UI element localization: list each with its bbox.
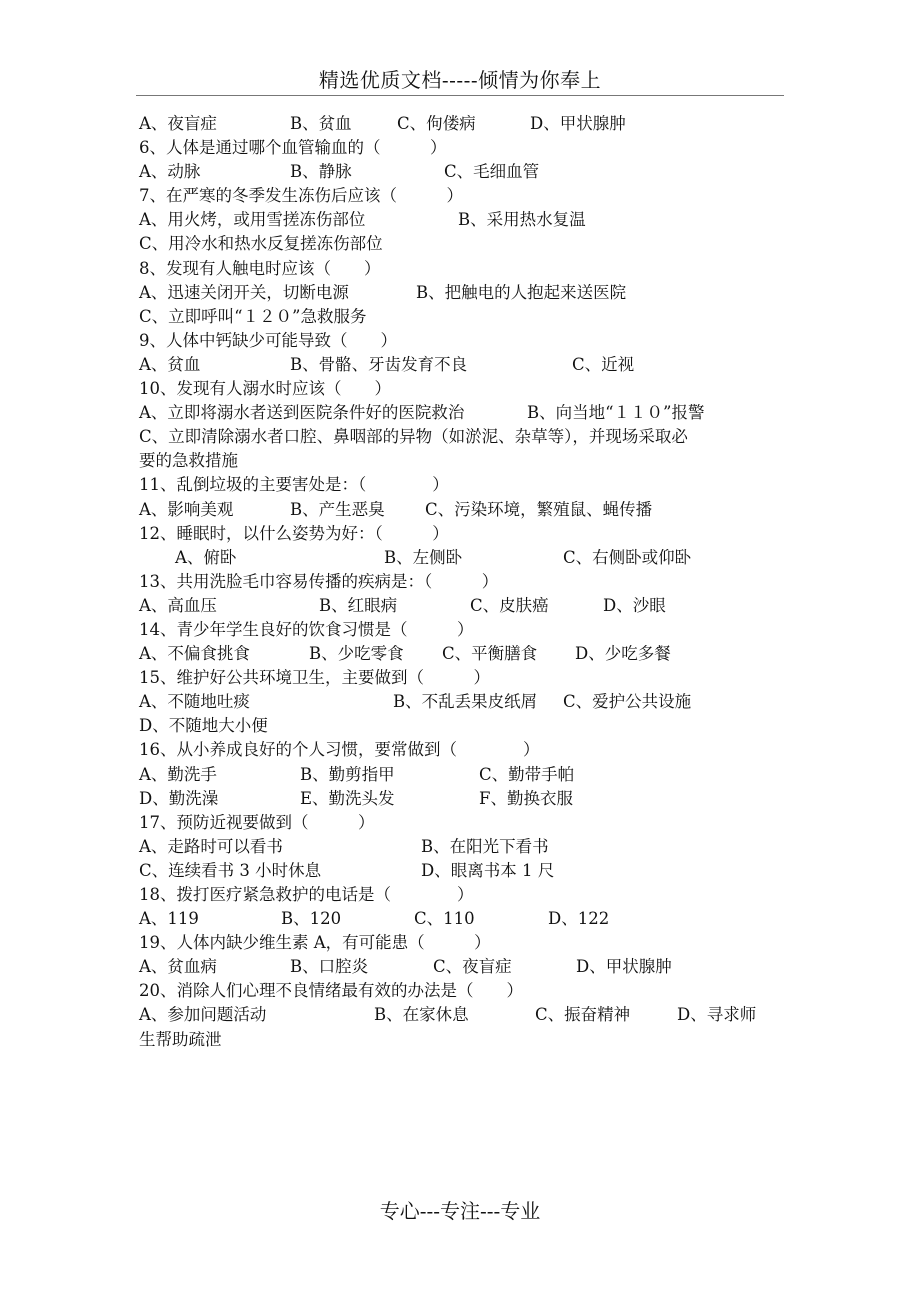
option-d: D、甲状腺肿: [530, 114, 626, 133]
question-7: [139, 184, 779, 208]
option-c: C、爱护公共设施: [563, 692, 692, 712]
option-d: D、122: [548, 909, 610, 929]
option-c: C、勤带手帕: [479, 764, 575, 784]
line-36: [139, 955, 779, 979]
line-15: [139, 449, 779, 473]
line-31: [139, 835, 779, 859]
line-38: [139, 1003, 779, 1027]
question-text: 12、睡眠时，以什么姿势为好：（ ）: [139, 523, 449, 543]
question-text: 14、青少年学生良好的饮食习惯是（ ）: [139, 619, 474, 639]
option-c: C、用冷水和热水反复搓冻伤部位: [139, 234, 383, 254]
question-text: 17、预防近视要做到（ ）: [139, 812, 375, 832]
question-text: 13、共用洗脸毛巾容易传播的疾病是：（ ）: [139, 571, 499, 591]
option-c-continued: 要的急救措施: [139, 451, 238, 471]
option-c: C、近视: [572, 354, 635, 374]
option-a: A、勤洗手: [139, 764, 217, 784]
line-19: [139, 546, 779, 570]
option-a: A、不随地吐痰: [139, 692, 250, 712]
question-6: [139, 136, 779, 160]
option-a: A、高血压: [139, 595, 217, 615]
line-8: [139, 281, 779, 305]
option-d: D、勤洗澡: [139, 788, 219, 808]
line-25: [139, 690, 779, 714]
question-14: [139, 618, 779, 642]
question-10: [139, 377, 779, 401]
question-13: [139, 570, 779, 594]
line-26: [139, 714, 779, 738]
line-9: [139, 305, 779, 329]
line-5: [139, 208, 779, 232]
option-b: B、在阳光下看书: [421, 836, 549, 856]
option-c: C、污染环境，繁殖鼠、蝇传播: [425, 499, 653, 519]
option-b: B、120: [281, 909, 342, 929]
line-39: [139, 1028, 779, 1052]
question-text: 7、在严寒的冬季发生冻伤后应该（ ）: [139, 186, 463, 206]
option-c: C、振奋精神: [535, 1005, 631, 1025]
option-c: C、右侧卧或仰卧: [563, 547, 692, 567]
question-text: 9、人体中钙缺少可能导致（ ）: [139, 330, 397, 350]
option-d: D、寻求师: [677, 1005, 757, 1025]
option-c: C、毛细血管: [444, 162, 540, 182]
option-a: A、贫血: [139, 354, 201, 374]
question-text: 18、拨打医疗紧急救护的电话是（ ）: [139, 885, 474, 904]
header-divider: [136, 95, 784, 96]
line-28: [139, 763, 779, 787]
question-11: [139, 473, 779, 497]
question-text: 6、人体是通过哪个血管输血的（ ）: [139, 138, 447, 158]
option-b: B、把触电的人抱起来送医院: [416, 282, 627, 302]
option-c: C、110: [414, 909, 475, 929]
question-text: 19、人体内缺少维生素 A，有可能患（ ）: [139, 933, 491, 953]
question-17: [139, 811, 779, 835]
option-b: B、骨骼、牙齿发育不良: [290, 354, 468, 374]
option-e: E、勤洗头发: [300, 788, 395, 808]
option-b: B、贫血: [290, 114, 352, 133]
line-1: [139, 112, 779, 136]
line-21: [139, 594, 779, 618]
question-20: [139, 979, 779, 1003]
option-a: A、夜盲症: [139, 114, 217, 133]
question-text: 10、发现有人溺水时应该（ ）: [139, 379, 391, 399]
question-text: 8、发现有人触电时应该（ ）: [139, 258, 381, 278]
option-a: A、不偏食挑食: [139, 644, 250, 664]
option-b: B、口腔炎: [290, 957, 369, 977]
option-b: B、采用热水复温: [458, 210, 586, 230]
option-a: A、119: [139, 909, 199, 929]
option-a: A、走路时可以看书: [139, 836, 283, 856]
question-12: [139, 522, 779, 546]
line-23: [139, 642, 779, 666]
question-8: [139, 257, 779, 281]
option-c: C、立即清除溺水者口腔、鼻咽部的异物（如淤泥、杂草等），并现场采取必: [139, 427, 688, 447]
option-d-continued: 生帮助疏泄: [139, 1029, 222, 1049]
question-16: [139, 738, 779, 762]
page-header: 精选优质文档-----倾情为你奉上: [318, 68, 602, 92]
option-b: B、在家休息: [374, 1005, 469, 1025]
line-34: [139, 907, 779, 931]
option-f: F、勤换衣服: [479, 788, 573, 808]
option-a: A、贫血病: [139, 957, 217, 977]
option-a: A、参加问题活动: [139, 1005, 267, 1025]
question-text: 15、维护好公共环境卫生，主要做到（ ）: [139, 668, 490, 688]
question-9: [139, 329, 779, 353]
question-19: [139, 931, 779, 955]
option-b: B、少吃零食: [309, 644, 404, 664]
option-c: C、立即呼叫“１２０”急救服务: [139, 306, 367, 326]
question-18: [139, 883, 779, 907]
question-text: 20、消除人们心理不良情绪最有效的办法是（ ）: [139, 981, 523, 1001]
option-a: A、影响美观: [139, 499, 234, 519]
option-c: C、平衡膳食: [442, 644, 538, 664]
option-b: B、向当地“１１０”报警: [527, 403, 705, 423]
option-a: A、用火烤，或用雪搓冻伤部位: [139, 210, 366, 230]
page-footer: 专心---专注---专业: [379, 1199, 541, 1223]
option-b: B、左侧卧: [384, 547, 463, 567]
question-15: [139, 666, 779, 690]
option-d: D、甲状腺肿: [576, 957, 672, 977]
option-d: D、少吃多餐: [575, 644, 671, 664]
option-a: A、立即将溺水者送到医院条件好的医院救治: [139, 403, 465, 423]
option-b: B、勤剪指甲: [300, 764, 395, 784]
line-32: [139, 859, 779, 883]
option-d: D、眼离书本 1 尺: [421, 860, 555, 880]
line-11: [139, 353, 779, 377]
option-b: B、静脉: [290, 162, 352, 182]
option-c: C、夜盲症: [433, 957, 512, 977]
option-b: B、不乱丢果皮纸屑: [393, 692, 538, 712]
line-6: [139, 232, 779, 256]
line-13: [139, 401, 779, 425]
option-c: C、佝偻病: [397, 114, 476, 133]
line-17: [139, 498, 779, 522]
option-a: A、动脉: [139, 162, 201, 182]
option-c: C、皮肤癌: [470, 595, 549, 615]
line-29: [139, 787, 779, 811]
line-3: [139, 160, 779, 184]
option-d: D、沙眼: [603, 595, 666, 615]
question-text: 16、从小养成良好的个人习惯，要常做到（ ）: [139, 740, 540, 760]
option-b: B、产生恶臭: [290, 499, 385, 519]
option-a: A、俯卧: [175, 547, 237, 567]
line-14: [139, 425, 779, 449]
option-a: A、迅速关闭开关，切断电源: [139, 282, 349, 302]
option-d: D、不随地大小便: [139, 716, 268, 736]
option-b: B、红眼病: [319, 595, 398, 615]
question-list: [139, 112, 779, 1052]
question-text: 11、乱倒垃圾的主要害处是：（ ）: [139, 475, 449, 495]
option-c: C、连续看书 3 小时休息: [139, 860, 322, 880]
